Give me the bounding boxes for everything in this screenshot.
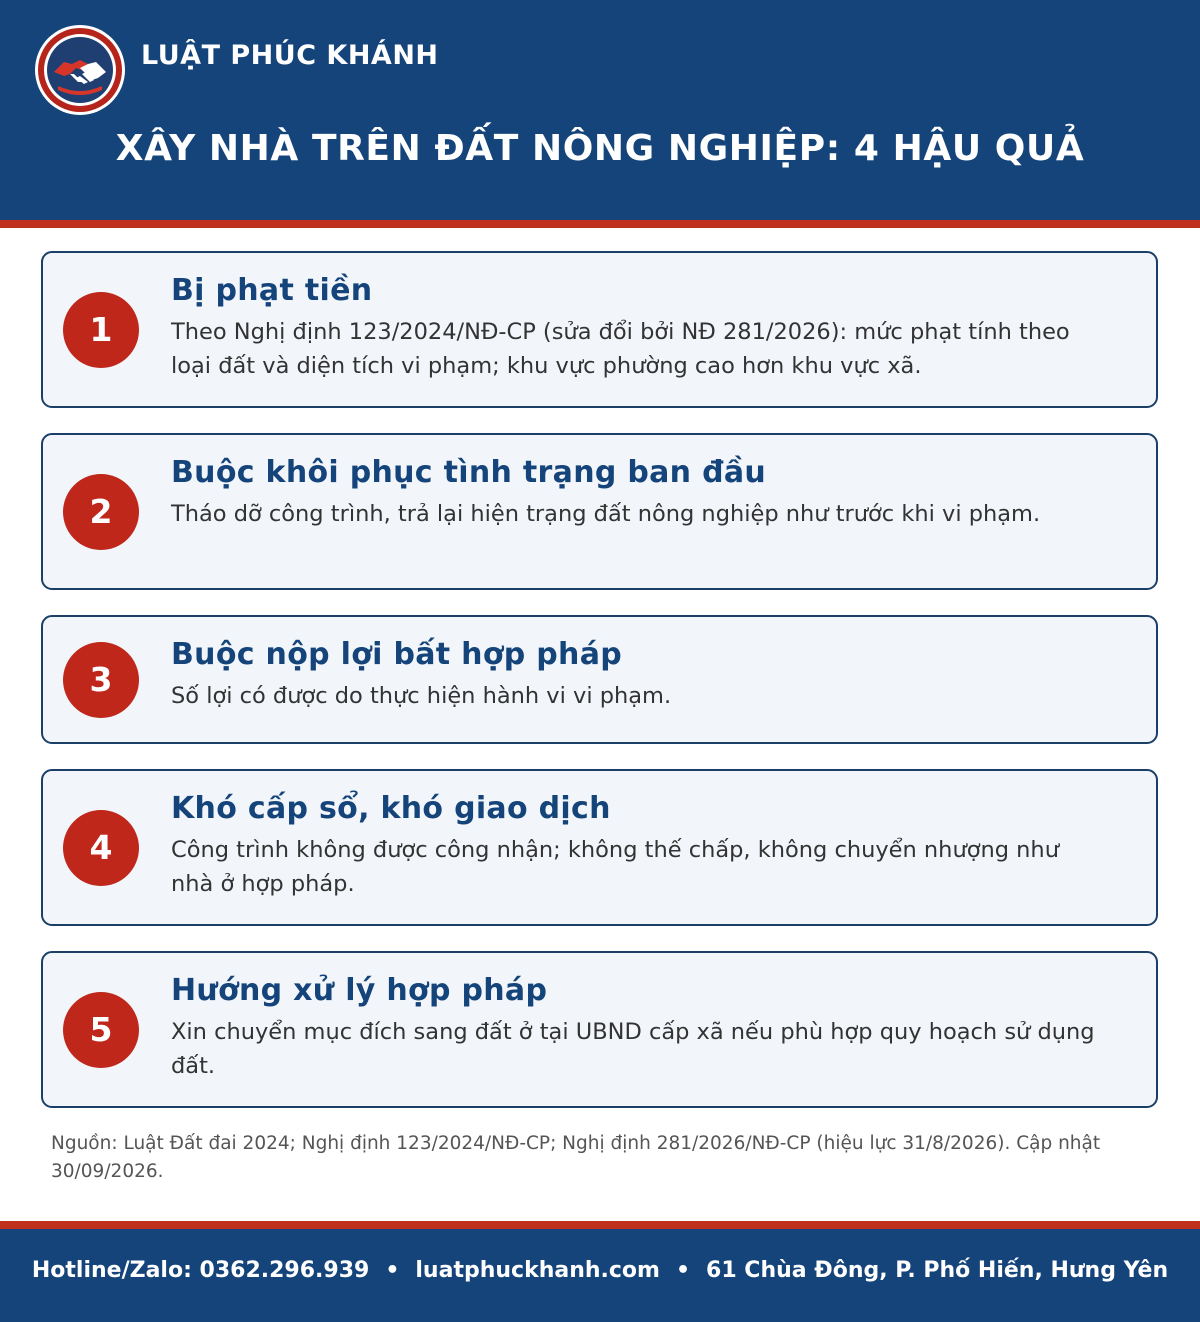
footer-banner — [0, 1229, 1200, 1322]
number-badge: 3 — [63, 642, 139, 718]
card-description: Xin chuyển mục đích sang đất ở tại UBND cấp xã nếu phù hợp quy hoạch sử dụng đất. — [171, 1019, 1095, 1079]
separator-dot: • — [385, 1258, 400, 1283]
card-title: Buộc khôi phục tình trạng ban đầu — [171, 455, 767, 490]
card-title: Bị phạt tiền — [171, 273, 373, 308]
source-note: Nguồn: Luật Đất đai 2024; Nghị định 123/2024/NĐ-CP; Nghị định 281/2026/NĐ-CP (hiệu lực 31/8/2026). Cập nhật 30/09/2026. — [51, 1133, 1101, 1182]
number-badge: 1 — [63, 292, 139, 368]
separator-dot: • — [675, 1258, 691, 1283]
consequence-card-5 — [41, 951, 1158, 1108]
footer-contact — [0, 1256, 1200, 1286]
number-badge: 5 — [63, 992, 139, 1068]
consequence-card-3 — [41, 615, 1158, 744]
card-description: Công trình không được công nhận; không thế chấp, không chuyển nhượng như nhà ở hợp pháp. — [171, 837, 1059, 897]
handshake-logo-icon — [34, 24, 126, 116]
header-banner — [0, 0, 1200, 220]
website-link[interactable]: luatphuckhanh.com — [415, 1258, 660, 1283]
brand-name: LUẬT PHÚC KHÁNH — [141, 40, 439, 71]
consequence-card-1 — [41, 251, 1158, 408]
number-badge: 4 — [63, 810, 139, 886]
card-description: Theo Nghị định 123/2024/NĐ-CP (sửa đổi bởi NĐ 281/2026): mức phạt tính theo loại đất và diện tích vi phạm; khu vực phường cao hơn khu vực xã. — [171, 319, 1070, 379]
consequence-card-2 — [41, 433, 1158, 590]
consequence-card-4 — [41, 769, 1158, 926]
page-title: XÂY NHÀ TRÊN ĐẤT NÔNG NGHIỆP: 4 HẬU QUẢ — [115, 128, 1085, 169]
address-text: 61 Chùa Đông, P. Phố Hiến, Hưng Yên — [706, 1258, 1169, 1283]
card-title: Khó cấp sổ, khó giao dịch — [171, 791, 611, 826]
card-title: Buộc nộp lợi bất hợp pháp — [171, 637, 623, 672]
card-title: Hướng xử lý hợp pháp — [171, 973, 548, 1008]
card-description: Tháo dỡ công trình, trả lại hiện trạng đất nông nghiệp như trước khi vi phạm. — [171, 501, 1041, 527]
footer-divider — [0, 1221, 1200, 1229]
hotline-text[interactable]: Hotline/Zalo: 0362.296.939 — [31, 1258, 370, 1283]
card-description: Số lợi có được do thực hiện hành vi vi phạm. — [171, 683, 672, 709]
header-divider — [0, 220, 1200, 228]
number-badge: 2 — [63, 474, 139, 550]
